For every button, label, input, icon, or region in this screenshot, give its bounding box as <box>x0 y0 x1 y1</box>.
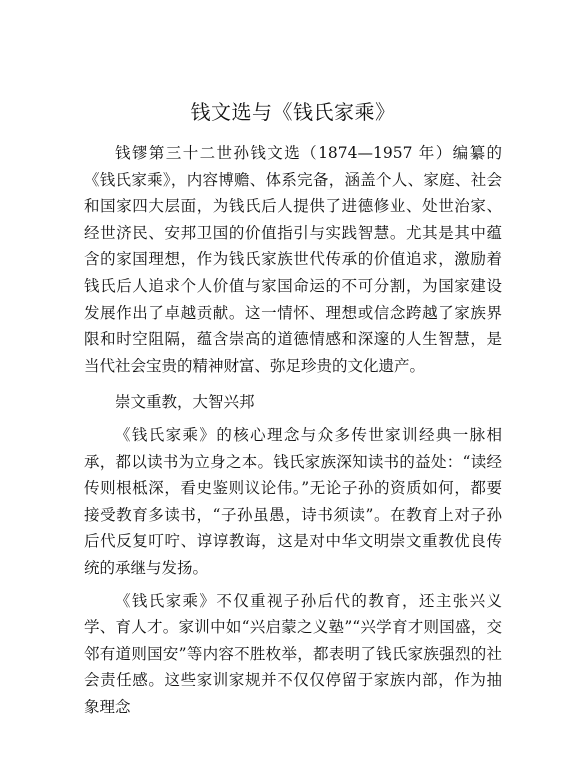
paragraph-intro: 钱镠第三十二世孙钱文选（1874—1957 年）编纂的《钱氏家乘》，内容博赡、体系完备，涵盖个人、家庭、社会和国家四大层面，为钱氏后人提供了进德修业、处世治家、经世济民、安邦卫国的价值指引与实践智慧。尤其是其中蕴含的家国理想，作为钱氏家族世代传承的价值追求，激励着钱氏后人追求个人价值与家国命运的不可分割，为国家建设发展作出了卓越贡献。这一情怀、理想或信念跨越了家族界限和时空阻隔，蕴含崇高的道德情感和深邃的人生智慧，是当代社会宝贵的精神财富、弥足珍贵的文化遗产。 <box>84 144 502 375</box>
paragraph-education: 《钱氏家乘》不仅重视子孙后代的教育，还主张兴义学、育人才。家训中如“兴启蒙之义塾”“兴学育才则国盛，交邻有道则国安”等内容不胜枚举，都表明了钱氏家族强烈的社会责任感。这些家训家规并不仅仅停留于家族内部，作为抽象理念 <box>84 591 502 716</box>
document-page <box>84 98 502 720</box>
paragraph-reading: 《钱氏家乘》的核心理念与众多传世家训经典一脉相承，都以读书为立身之本。钱氏家族深知读书的益处：“读经传则根柢深，看史鉴则议论伟。”无论子孙的资质如何，都要接受教育多读书，“子孙虽愚，诗书须读”。在教育上对子孙后代反复叮咛、谆谆教诲，这是对中华文明崇文重教优良传统的承继与发扬。 <box>84 425 502 577</box>
section-heading: 崇文重教，大智兴邦 <box>115 393 255 412</box>
document-title: 钱文选与《钱氏家乘》 <box>190 100 396 124</box>
